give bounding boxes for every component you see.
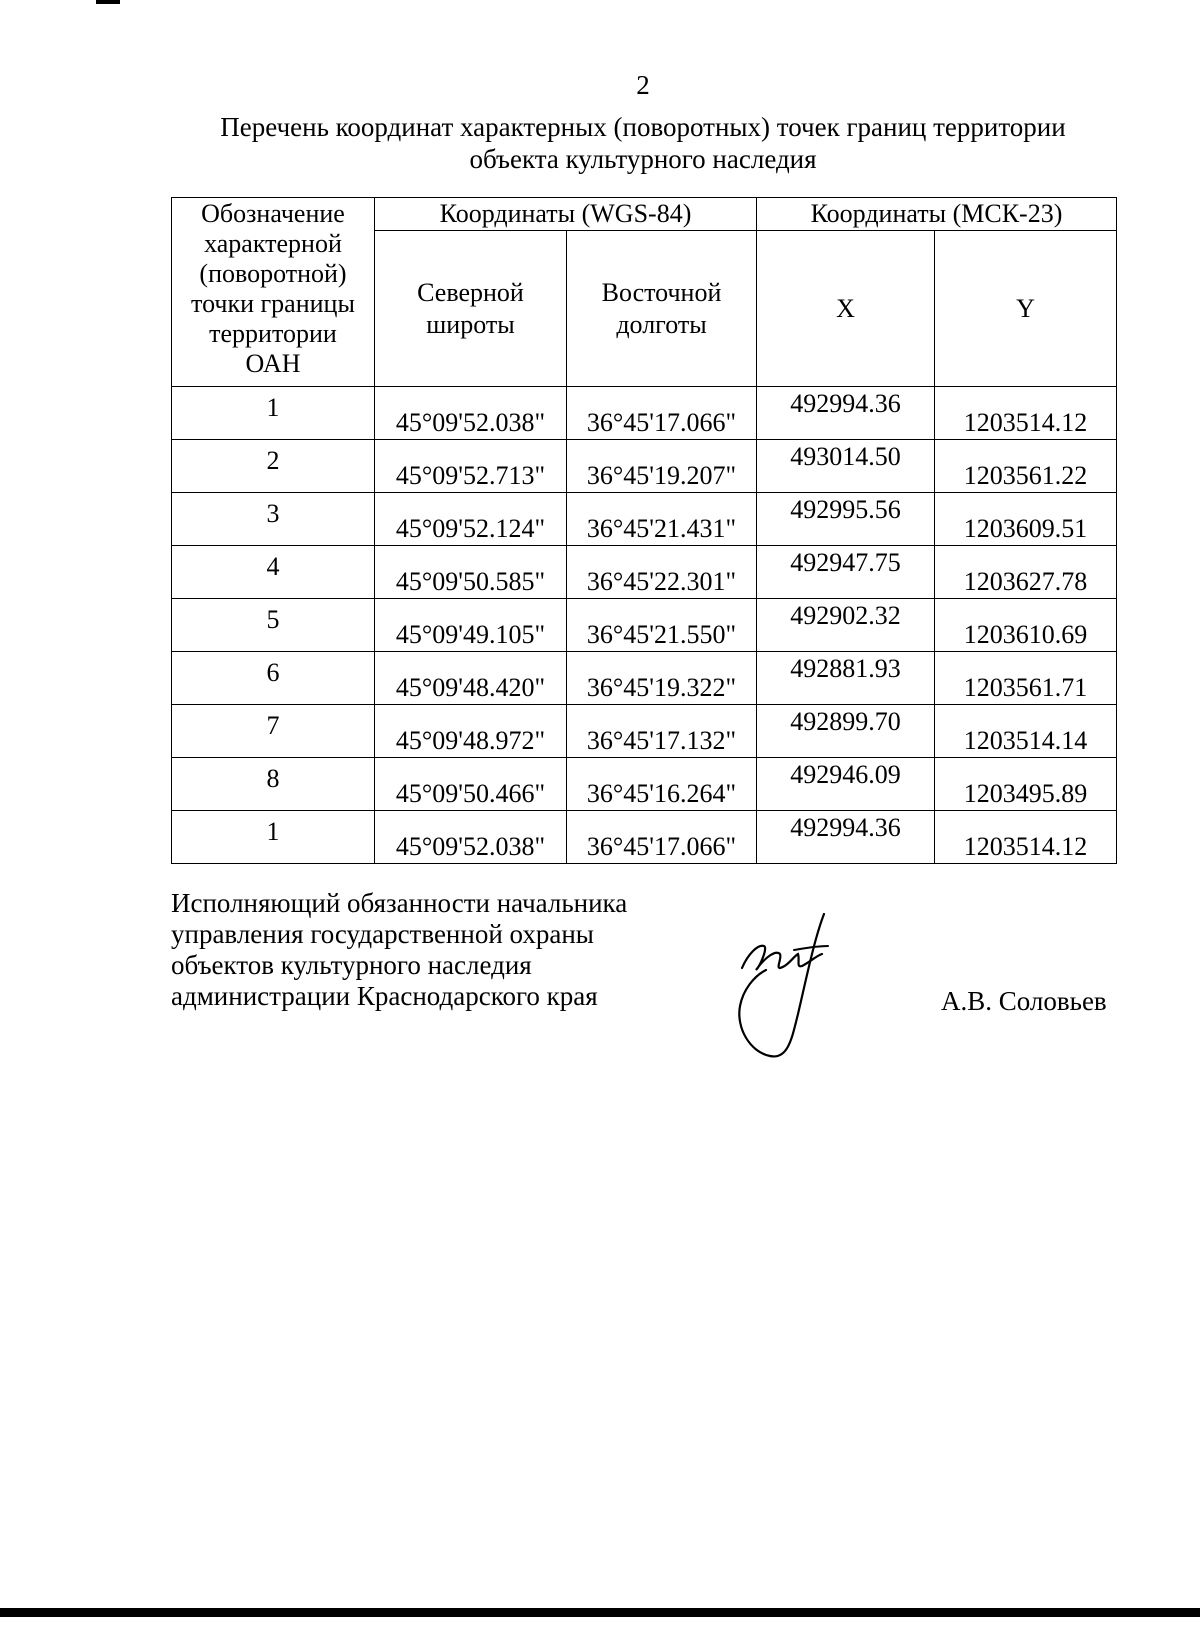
handwritten-signature bbox=[736, 910, 856, 1080]
signer-position bbox=[171, 888, 627, 1012]
cell-y: 1203561.22 bbox=[935, 440, 1117, 493]
header-point: Обозначение характерной (поворотной) точки границы территории ОАН bbox=[172, 198, 375, 387]
cell-point: 1 bbox=[172, 811, 375, 864]
table-body bbox=[172, 387, 1117, 864]
header-latitude: Северной широты bbox=[375, 231, 567, 387]
cell-latitude: 45°09'52.124" bbox=[375, 493, 567, 546]
signer-name: А.В. Соловьев bbox=[941, 986, 1107, 1016]
header-wgs: Координаты (WGS-84) bbox=[375, 198, 757, 231]
cell-latitude: 45°09'49.105" bbox=[375, 599, 567, 652]
cell-longitude: 36°45'16.264" bbox=[567, 758, 757, 811]
header-msk: Координаты (МСК-23) bbox=[757, 198, 1117, 231]
title-line-1: Перечень координат характерных (поворотных) точек границ территории bbox=[220, 112, 1066, 142]
cell-longitude: 36°45'22.301" bbox=[567, 546, 757, 599]
cell-x: 492994.36 bbox=[757, 387, 935, 440]
cell-x: 492899.70 bbox=[757, 705, 935, 758]
table-row bbox=[172, 546, 1117, 599]
cell-x: 492946.09 bbox=[757, 758, 935, 811]
cell-longitude: 36°45'21.431" bbox=[567, 493, 757, 546]
cell-point: 2 bbox=[172, 440, 375, 493]
cell-longitude: 36°45'17.132" bbox=[567, 705, 757, 758]
table-row bbox=[172, 758, 1117, 811]
cell-y: 1203561.71 bbox=[935, 652, 1117, 705]
cell-x: 492881.93 bbox=[757, 652, 935, 705]
page-number: 2 bbox=[636, 70, 650, 100]
cell-x: 492947.75 bbox=[757, 546, 935, 599]
cell-y: 1203514.12 bbox=[935, 387, 1117, 440]
cell-y: 1203609.51 bbox=[935, 493, 1117, 546]
cell-latitude: 45°09'52.713" bbox=[375, 440, 567, 493]
header-longitude: Восточной долготы bbox=[567, 231, 757, 387]
cell-y: 1203514.14 bbox=[935, 705, 1117, 758]
scan-artifact-bottom bbox=[0, 1608, 1200, 1617]
cell-longitude: 36°45'19.322" bbox=[567, 652, 757, 705]
signer-line: администрации Краснодарского края bbox=[171, 981, 598, 1011]
cell-longitude: 36°45'17.066" bbox=[567, 387, 757, 440]
cell-latitude: 45°09'52.038" bbox=[375, 387, 567, 440]
table-row bbox=[172, 599, 1117, 652]
title-line-2: объекта культурного наследия bbox=[469, 144, 817, 174]
cell-x: 492994.36 bbox=[757, 811, 935, 864]
cell-point: 1 bbox=[172, 387, 375, 440]
cell-latitude: 45°09'52.038" bbox=[375, 811, 567, 864]
cell-point: 3 bbox=[172, 493, 375, 546]
header-y: Y bbox=[935, 231, 1117, 387]
cell-y: 1203495.89 bbox=[935, 758, 1117, 811]
cell-point: 6 bbox=[172, 652, 375, 705]
cell-latitude: 45°09'48.972" bbox=[375, 705, 567, 758]
table-row bbox=[172, 705, 1117, 758]
cell-y: 1203627.78 bbox=[935, 546, 1117, 599]
cell-x: 493014.50 bbox=[757, 440, 935, 493]
signer-line: управления государственной охраны bbox=[171, 919, 594, 949]
cell-point: 4 bbox=[172, 546, 375, 599]
signer-line: объектов культурного наследия bbox=[171, 950, 532, 980]
cell-latitude: 45°09'50.585" bbox=[375, 546, 567, 599]
table-row bbox=[172, 440, 1117, 493]
cell-y: 1203514.12 bbox=[935, 811, 1117, 864]
table-row bbox=[172, 387, 1117, 440]
cell-x: 492902.32 bbox=[757, 599, 935, 652]
cell-x: 492995.56 bbox=[757, 493, 935, 546]
header-x: X bbox=[757, 231, 935, 387]
cell-longitude: 36°45'21.550" bbox=[567, 599, 757, 652]
cell-point: 5 bbox=[172, 599, 375, 652]
cell-point: 8 bbox=[172, 758, 375, 811]
scan-artifact-top bbox=[96, 0, 120, 4]
cell-latitude: 45°09'50.466" bbox=[375, 758, 567, 811]
table-row bbox=[172, 493, 1117, 546]
cell-longitude: 36°45'17.066" bbox=[567, 811, 757, 864]
signer-line: Исполняющий обязанности начальника bbox=[171, 888, 628, 918]
cell-latitude: 45°09'48.420" bbox=[375, 652, 567, 705]
table-row bbox=[172, 652, 1117, 705]
cell-y: 1203610.69 bbox=[935, 599, 1117, 652]
cell-longitude: 36°45'19.207" bbox=[567, 440, 757, 493]
coordinates-table bbox=[171, 197, 1117, 864]
document-title bbox=[150, 111, 1136, 175]
table-row bbox=[172, 811, 1117, 864]
cell-point: 7 bbox=[172, 705, 375, 758]
